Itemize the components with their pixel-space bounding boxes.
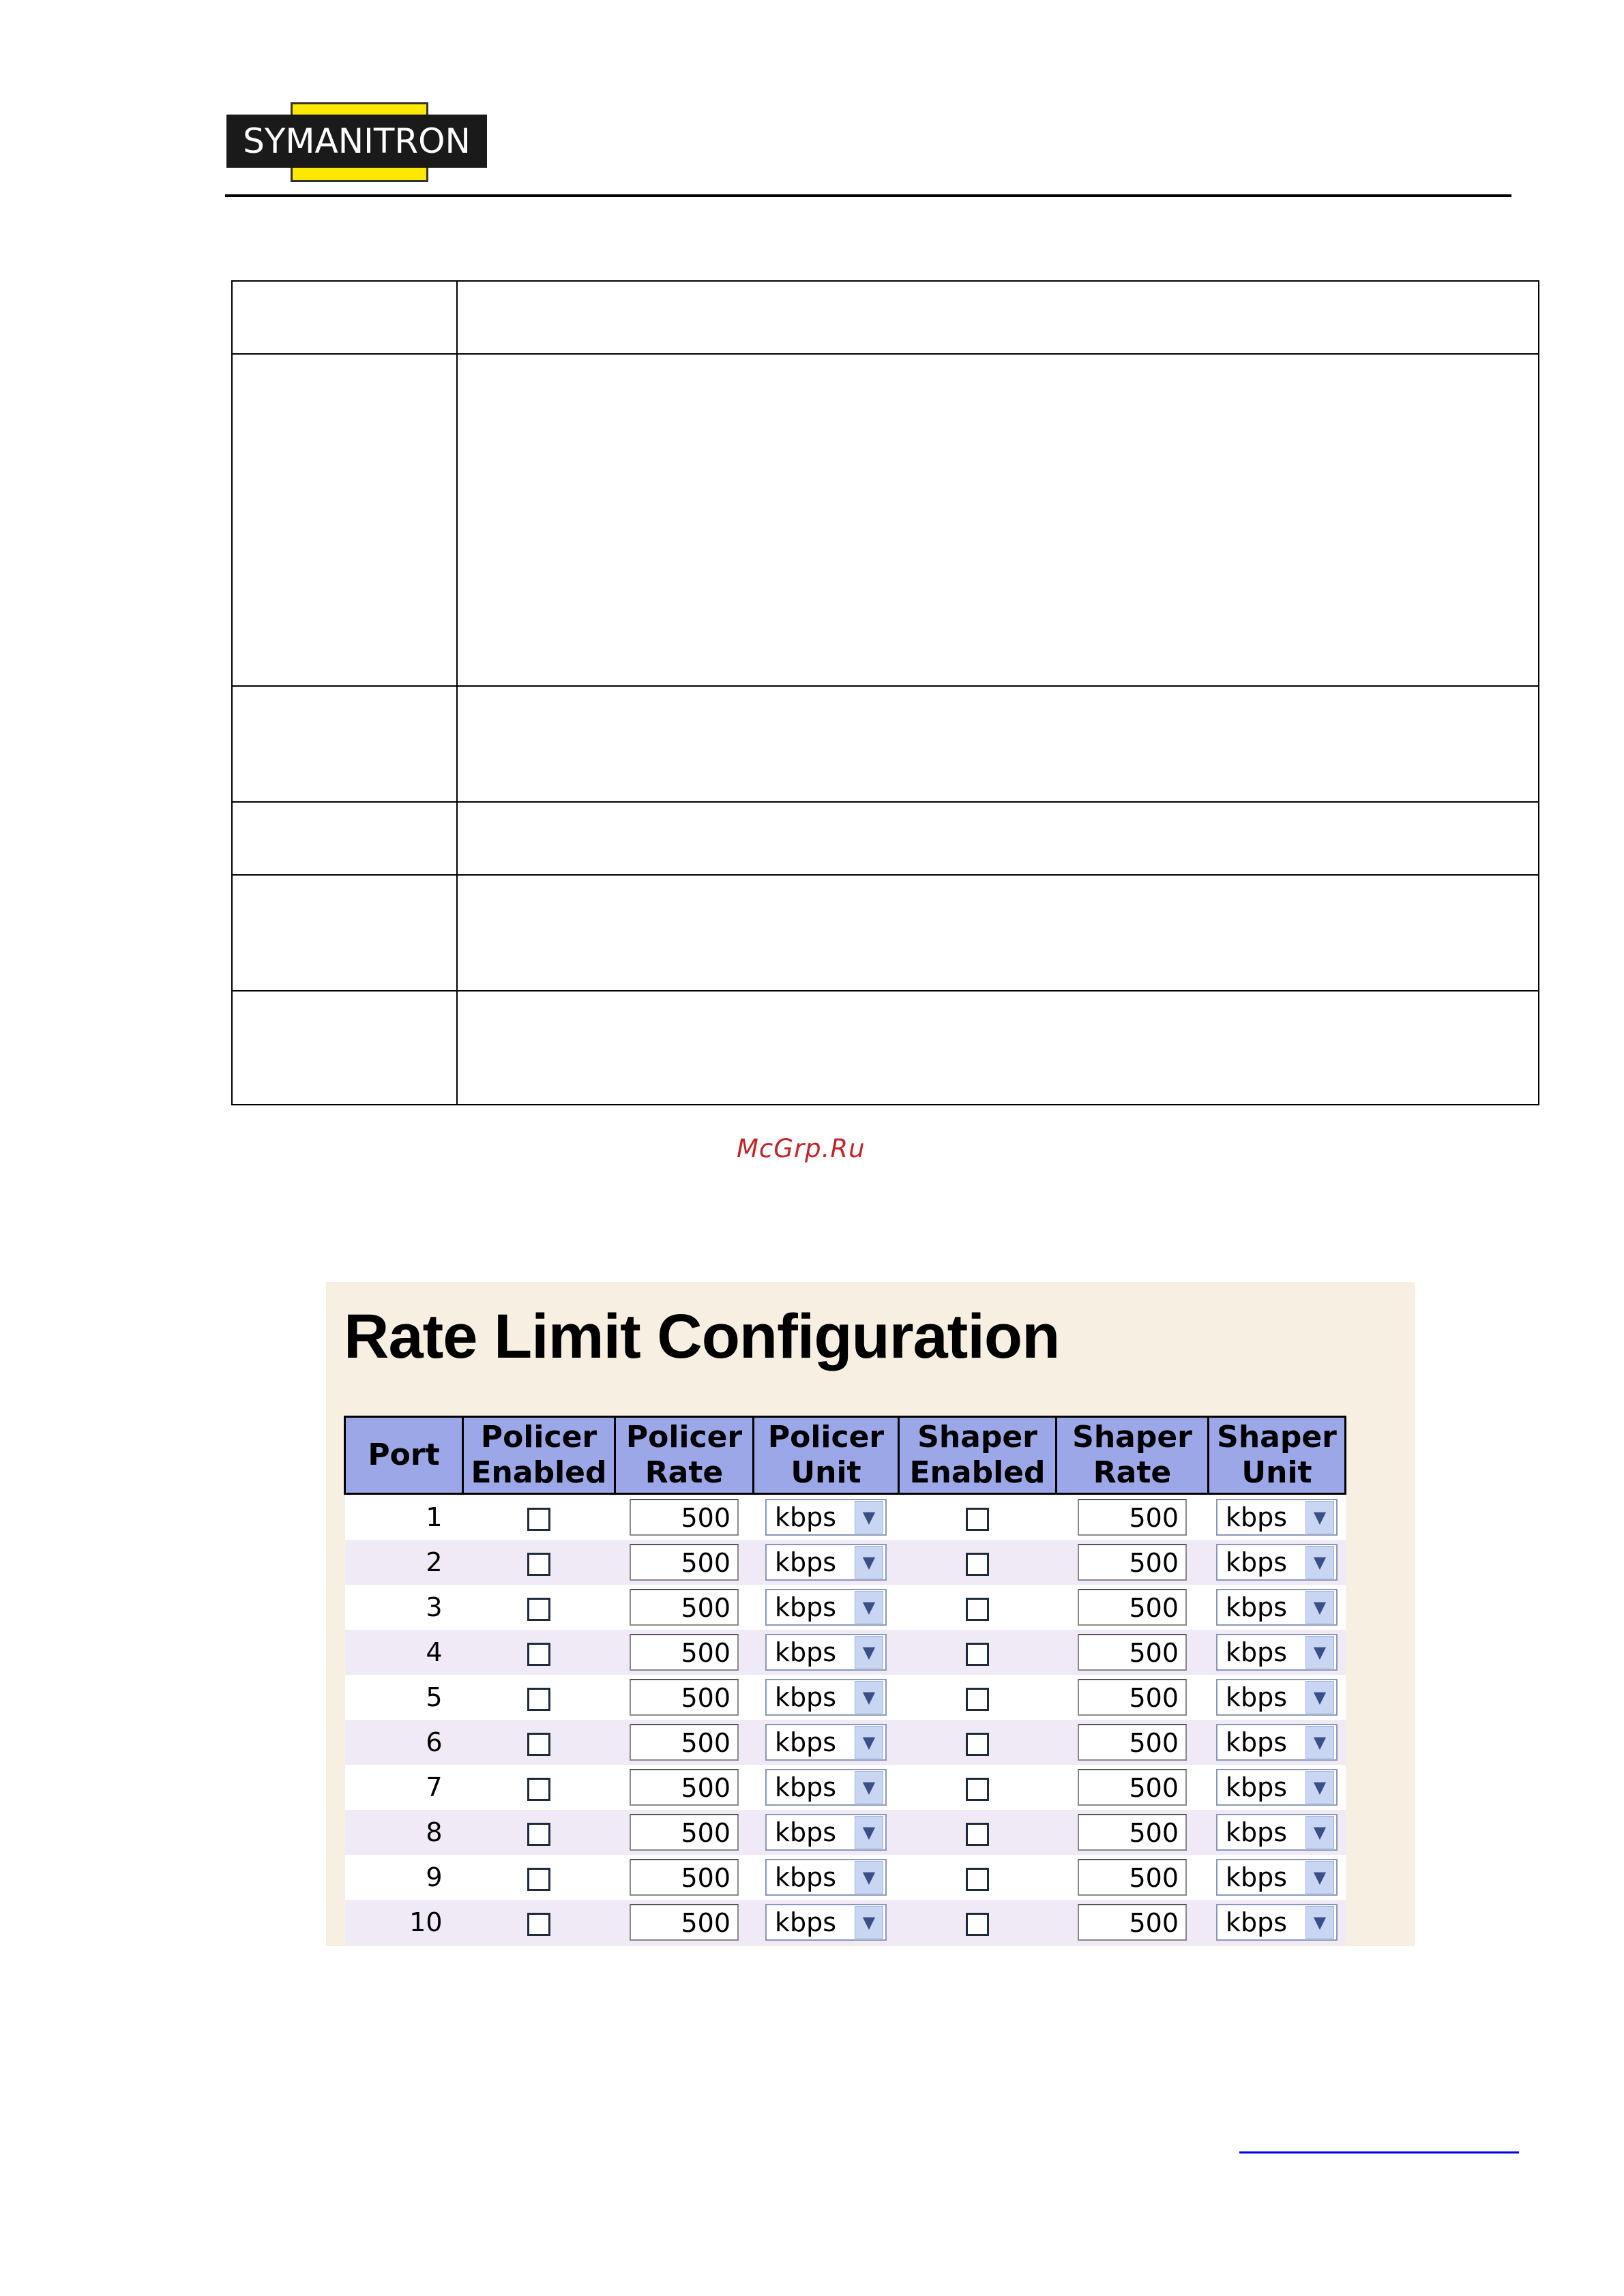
chevron-down-icon[interactable]: ▼	[1305, 1771, 1334, 1804]
policer-enabled-checkbox[interactable]	[527, 1778, 550, 1801]
policer-unit-select[interactable]	[765, 1769, 887, 1806]
rate-limit-panel	[326, 1282, 1415, 1946]
shaper-rate-input[interactable]: 500	[1078, 1544, 1187, 1581]
table-row	[345, 1765, 1346, 1810]
policer-unit-select[interactable]	[765, 1634, 887, 1671]
chevron-down-icon[interactable]: ▼	[1305, 1591, 1334, 1624]
shaper-unit-cell	[1209, 1720, 1346, 1765]
shaper-rate-cell	[1057, 1900, 1209, 1945]
shaper-enabled-cell	[899, 1540, 1057, 1585]
policer-unit-value: kbps	[775, 1727, 837, 1757]
shaper-unit-cell	[1209, 1585, 1346, 1630]
shaper-rate-input[interactable]: 500	[1078, 1724, 1187, 1761]
policer-enabled-cell	[463, 1720, 615, 1765]
policer-unit-cell	[754, 1720, 899, 1765]
policer-unit-cell	[754, 1540, 899, 1585]
port-number: 5	[345, 1675, 463, 1720]
policer-enabled-cell	[463, 1900, 615, 1945]
shaper-unit-select[interactable]	[1216, 1769, 1338, 1806]
table-header-row	[345, 1417, 1346, 1494]
header-shaper-enabled: Shaper Enabled	[899, 1417, 1057, 1494]
policer-unit-cell	[754, 1765, 899, 1810]
policer-enabled-cell	[463, 1585, 615, 1630]
shaper-enabled-checkbox[interactable]	[966, 1688, 989, 1711]
table-row	[345, 1900, 1346, 1945]
policer-unit-cell	[754, 1585, 899, 1630]
chevron-down-icon[interactable]: ▼	[1305, 1861, 1334, 1894]
policer-enabled-cell	[463, 1855, 615, 1900]
policer-enabled-checkbox[interactable]	[527, 1508, 550, 1531]
policer-unit-value: kbps	[775, 1637, 837, 1667]
shaper-unit-cell	[1209, 1810, 1346, 1855]
shaper-unit-select[interactable]	[1216, 1724, 1338, 1761]
logo-text: SYMANITRON	[226, 115, 487, 168]
table-row	[345, 1810, 1346, 1855]
description-table	[231, 280, 1539, 1105]
shaper-enabled-cell	[899, 1630, 1057, 1675]
policer-enabled-cell	[463, 1540, 615, 1585]
symanitron-logo	[226, 102, 487, 184]
port-number: 10	[345, 1900, 463, 1945]
policer-unit-select[interactable]	[765, 1814, 887, 1851]
shaper-unit-value: kbps	[1226, 1862, 1288, 1892]
chevron-down-icon[interactable]: ▼	[1305, 1726, 1334, 1759]
table-row-divider	[233, 990, 1538, 992]
shaper-enabled-cell	[899, 1900, 1057, 1945]
chevron-down-icon[interactable]: ▼	[855, 1681, 883, 1714]
chevron-down-icon[interactable]: ▼	[1305, 1906, 1334, 1939]
chevron-down-icon[interactable]: ▼	[855, 1861, 883, 1894]
policer-rate-cell	[615, 1900, 754, 1945]
policer-unit-value: kbps	[775, 1862, 837, 1892]
policer-unit-select[interactable]	[765, 1544, 887, 1581]
policer-unit-select[interactable]	[765, 1904, 887, 1941]
table-row-divider	[233, 874, 1538, 876]
chevron-down-icon[interactable]: ▼	[1305, 1681, 1334, 1714]
shaper-unit-select[interactable]	[1216, 1499, 1338, 1536]
shaper-unit-select[interactable]	[1216, 1814, 1338, 1851]
policer-unit-value: kbps	[775, 1592, 837, 1622]
shaper-unit-select[interactable]	[1216, 1859, 1338, 1896]
shaper-enabled-checkbox[interactable]	[966, 1913, 989, 1936]
chevron-down-icon[interactable]: ▼	[1305, 1636, 1334, 1669]
shaper-enabled-checkbox[interactable]	[966, 1598, 989, 1621]
policer-unit-value: kbps	[775, 1772, 837, 1802]
chevron-down-icon[interactable]: ▼	[855, 1771, 883, 1804]
policer-unit-select[interactable]	[765, 1499, 887, 1536]
shaper-unit-value: kbps	[1226, 1637, 1288, 1667]
port-number: 6	[345, 1720, 463, 1765]
shaper-rate-cell	[1057, 1765, 1209, 1810]
shaper-unit-select[interactable]	[1216, 1679, 1338, 1716]
shaper-enabled-cell	[899, 1855, 1057, 1900]
policer-unit-cell	[754, 1675, 899, 1720]
policer-rate-input[interactable]: 500	[630, 1499, 739, 1536]
shaper-enabled-cell	[899, 1585, 1057, 1630]
shaper-rate-cell	[1057, 1494, 1209, 1540]
shaper-unit-value: kbps	[1226, 1547, 1288, 1577]
chevron-down-icon[interactable]: ▼	[855, 1546, 883, 1579]
shaper-unit-cell	[1209, 1630, 1346, 1675]
chevron-down-icon[interactable]: ▼	[855, 1726, 883, 1759]
shaper-unit-value: kbps	[1226, 1682, 1288, 1712]
policer-rate-cell	[615, 1765, 754, 1810]
chevron-down-icon[interactable]: ▼	[855, 1816, 883, 1849]
table-row	[345, 1675, 1346, 1720]
chevron-down-icon[interactable]: ▼	[1305, 1546, 1334, 1579]
table-row	[345, 1855, 1346, 1900]
policer-unit-cell	[754, 1630, 899, 1675]
shaper-rate-cell	[1057, 1630, 1209, 1675]
chevron-down-icon[interactable]: ▼	[1305, 1501, 1334, 1534]
port-number: 2	[345, 1540, 463, 1585]
policer-unit-cell	[754, 1900, 899, 1945]
policer-rate-input[interactable]: 500	[630, 1904, 739, 1941]
port-number: 3	[345, 1585, 463, 1630]
shaper-unit-cell	[1209, 1540, 1346, 1585]
port-number: 9	[345, 1855, 463, 1900]
policer-rate-cell	[615, 1720, 754, 1765]
shaper-unit-value: kbps	[1226, 1502, 1288, 1532]
shaper-enabled-checkbox[interactable]	[966, 1508, 989, 1531]
shaper-rate-input[interactable]: 500	[1078, 1679, 1187, 1716]
policer-rate-input[interactable]: 500	[630, 1724, 739, 1761]
policer-enabled-cell	[463, 1630, 615, 1675]
shaper-unit-value: kbps	[1226, 1817, 1288, 1847]
policer-enabled-checkbox[interactable]	[527, 1688, 550, 1711]
header-port: Port	[345, 1417, 463, 1494]
shaper-unit-select[interactable]	[1216, 1634, 1338, 1671]
policer-enabled-cell	[463, 1494, 615, 1540]
policer-enabled-checkbox[interactable]	[527, 1643, 550, 1666]
shaper-unit-value: kbps	[1226, 1907, 1288, 1937]
policer-rate-cell	[615, 1540, 754, 1585]
header-shaper-rate: Shaper Rate	[1057, 1417, 1209, 1494]
shaper-enabled-checkbox[interactable]	[966, 1733, 989, 1756]
table-row-divider	[233, 353, 1538, 355]
policer-rate-input[interactable]: 500	[630, 1544, 739, 1581]
policer-rate-input[interactable]: 500	[630, 1634, 739, 1671]
policer-rate-input[interactable]: 500	[630, 1769, 739, 1806]
shaper-rate-cell	[1057, 1540, 1209, 1585]
shaper-rate-cell	[1057, 1810, 1209, 1855]
shaper-enabled-cell	[899, 1720, 1057, 1765]
shaper-rate-cell	[1057, 1585, 1209, 1630]
shaper-enabled-checkbox[interactable]	[966, 1868, 989, 1891]
page-title: Rate Limit Configuration	[344, 1302, 1060, 1371]
chevron-down-icon[interactable]: ▼	[1305, 1816, 1334, 1849]
shaper-unit-cell	[1209, 1855, 1346, 1900]
policer-enabled-cell	[463, 1765, 615, 1810]
policer-enabled-cell	[463, 1810, 615, 1855]
policer-rate-cell	[615, 1855, 754, 1900]
shaper-enabled-checkbox[interactable]	[966, 1823, 989, 1846]
port-number: 8	[345, 1810, 463, 1855]
policer-enabled-checkbox[interactable]	[527, 1553, 550, 1576]
shaper-rate-input[interactable]: 500	[1078, 1814, 1187, 1851]
chevron-down-icon[interactable]: ▼	[855, 1906, 883, 1939]
shaper-unit-cell	[1209, 1900, 1346, 1945]
logo-bar-bottom	[291, 168, 428, 182]
table-row	[345, 1540, 1346, 1585]
table-column-divider	[456, 282, 458, 1104]
policer-rate-cell	[615, 1494, 754, 1540]
header-policer-enabled: Policer Enabled	[463, 1417, 615, 1494]
shaper-rate-cell	[1057, 1855, 1209, 1900]
policer-unit-cell	[754, 1810, 899, 1855]
shaper-unit-value: kbps	[1226, 1592, 1288, 1622]
shaper-rate-cell	[1057, 1720, 1209, 1765]
port-number: 4	[345, 1630, 463, 1675]
shaper-rate-input[interactable]: 500	[1078, 1859, 1187, 1896]
chevron-down-icon[interactable]: ▼	[855, 1636, 883, 1669]
table-row-divider	[233, 801, 1538, 803]
shaper-enabled-checkbox[interactable]	[966, 1553, 989, 1576]
policer-enabled-checkbox[interactable]	[527, 1733, 550, 1756]
shaper-unit-cell	[1209, 1765, 1346, 1810]
shaper-rate-input[interactable]: 500	[1078, 1499, 1187, 1536]
policer-rate-input[interactable]: 500	[630, 1859, 739, 1896]
shaper-enabled-cell	[899, 1675, 1057, 1720]
shaper-enabled-checkbox[interactable]	[966, 1643, 989, 1666]
header-policer-rate: Policer Rate	[615, 1417, 754, 1494]
shaper-rate-input[interactable]: 500	[1078, 1769, 1187, 1806]
policer-enabled-cell	[463, 1675, 615, 1720]
policer-unit-value: kbps	[775, 1682, 837, 1712]
shaper-unit-value: kbps	[1226, 1727, 1288, 1757]
footer-link-underline[interactable]	[1239, 2151, 1519, 2153]
shaper-unit-value: kbps	[1226, 1772, 1288, 1802]
shaper-rate-input[interactable]: 500	[1078, 1904, 1187, 1941]
shaper-enabled-checkbox[interactable]	[966, 1778, 989, 1801]
policer-unit-value: kbps	[775, 1547, 837, 1577]
table-row	[345, 1494, 1346, 1540]
shaper-rate-cell	[1057, 1675, 1209, 1720]
shaper-enabled-cell	[899, 1810, 1057, 1855]
policer-enabled-checkbox[interactable]	[527, 1868, 550, 1891]
policer-unit-value: kbps	[775, 1817, 837, 1847]
policer-unit-cell	[754, 1494, 899, 1540]
policer-rate-cell	[615, 1630, 754, 1675]
header-shaper-unit: Shaper Unit	[1209, 1417, 1346, 1494]
shaper-rate-input[interactable]: 500	[1078, 1589, 1187, 1626]
header-rule	[225, 194, 1511, 197]
policer-unit-value: kbps	[775, 1502, 837, 1532]
shaper-rate-input[interactable]: 500	[1078, 1634, 1187, 1671]
policer-enabled-checkbox[interactable]	[527, 1823, 550, 1846]
policer-unit-cell	[754, 1855, 899, 1900]
table-row	[345, 1720, 1346, 1765]
table-row-divider	[233, 685, 1538, 687]
port-number: 1	[345, 1494, 463, 1540]
table-row	[345, 1585, 1346, 1630]
header-policer-unit: Policer Unit	[754, 1417, 899, 1494]
policer-enabled-checkbox[interactable]	[527, 1913, 550, 1936]
rate-limit-table	[344, 1416, 1346, 1945]
policer-rate-input[interactable]: 500	[630, 1679, 739, 1716]
policer-rate-cell	[615, 1810, 754, 1855]
chevron-down-icon[interactable]: ▼	[855, 1501, 883, 1534]
chevron-down-icon[interactable]: ▼	[855, 1591, 883, 1624]
policer-rate-input[interactable]: 500	[630, 1589, 739, 1626]
shaper-unit-select[interactable]	[1216, 1904, 1338, 1941]
policer-unit-select[interactable]	[765, 1859, 887, 1896]
shaper-unit-select[interactable]	[1216, 1589, 1338, 1626]
policer-rate-cell	[615, 1675, 754, 1720]
shaper-unit-select[interactable]	[1216, 1544, 1338, 1581]
table-row	[345, 1630, 1346, 1675]
policer-rate-cell	[615, 1585, 754, 1630]
shaper-unit-cell	[1209, 1675, 1346, 1720]
policer-unit-select[interactable]	[765, 1679, 887, 1716]
watermark: McGrp.Ru	[737, 1134, 866, 1163]
policer-unit-value: kbps	[775, 1907, 837, 1937]
policer-rate-input[interactable]: 500	[630, 1814, 739, 1851]
shaper-enabled-cell	[899, 1765, 1057, 1810]
shaper-enabled-cell	[899, 1494, 1057, 1540]
policer-unit-select[interactable]	[765, 1724, 887, 1761]
policer-enabled-checkbox[interactable]	[527, 1598, 550, 1621]
policer-unit-select[interactable]	[765, 1589, 887, 1626]
shaper-unit-cell	[1209, 1494, 1346, 1540]
port-number: 7	[345, 1765, 463, 1810]
